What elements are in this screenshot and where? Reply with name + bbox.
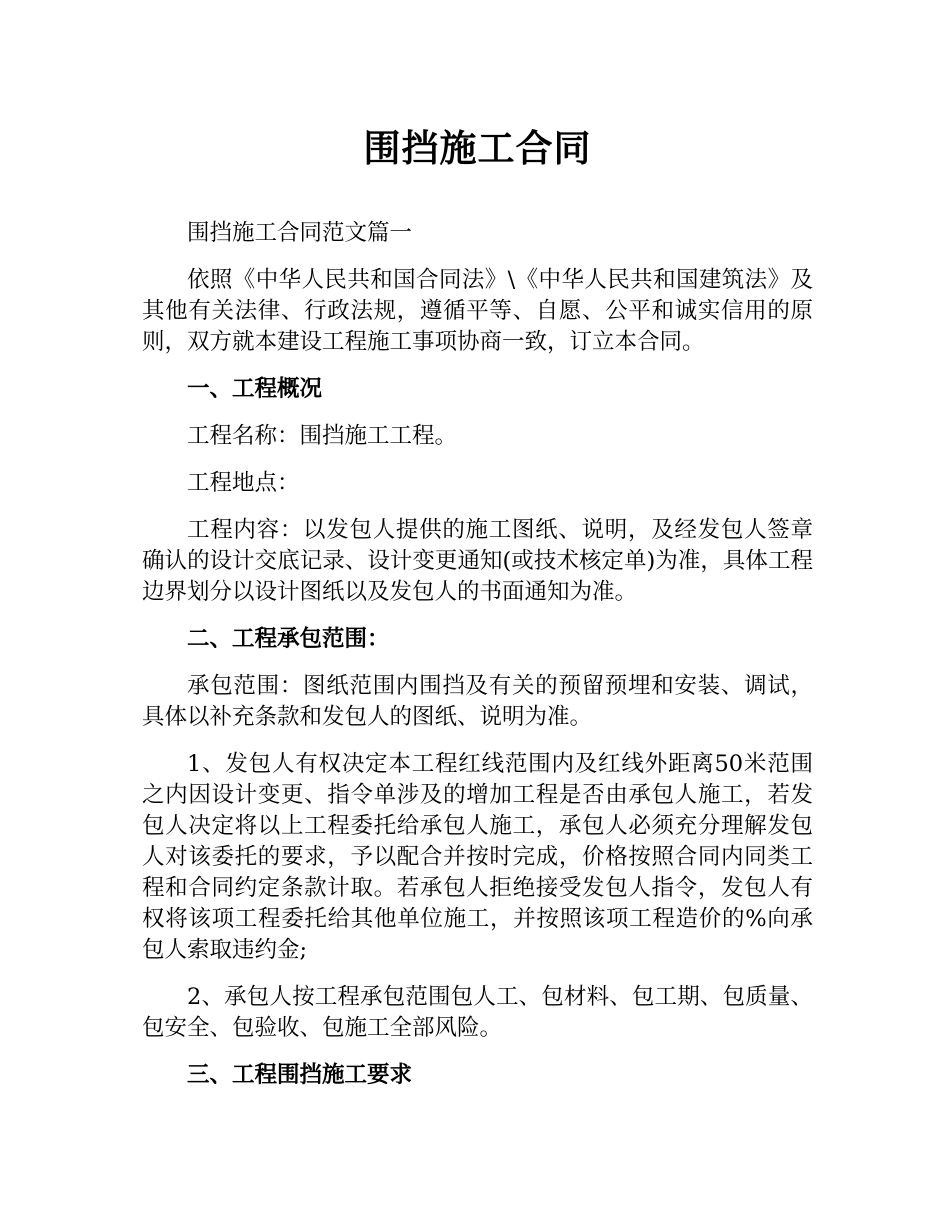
paragraph-project-location: 工程地点： bbox=[187, 470, 300, 496]
section-heading-scope: 二、工程承包范围： bbox=[187, 626, 390, 652]
paragraph-project-name: 工程名称：围挡施工工程。 bbox=[187, 423, 458, 449]
section-heading-overview: 一、工程概况 bbox=[187, 376, 323, 402]
document-title: 围挡施工合同 bbox=[363, 127, 592, 170]
section-heading-requirements: 三、工程围挡施工要求 bbox=[187, 1062, 413, 1088]
paragraph-basis: 依照《中华人民共和国合同法》\《中华人民共和国建筑法》及其他有关法律、行政法规，遵循平等、自愿、公平和诚实信用的原则，双方就本建设工程施工事项协商一致，订立本合同。 bbox=[142, 267, 813, 355]
paragraph-clause-2: 2、承包人按工程承包范围包人工、包材料、包工期、包质量、包安全、包验收、包施工全部风险。 bbox=[142, 984, 813, 1041]
paragraph-scope: 承包范围：图纸范围内围挡及有关的预留预埋和安装、调试，具体以补充条款和发包人的图纸、说明为准。 bbox=[142, 673, 813, 730]
paragraph-intro: 围挡施工合同范文篇一 bbox=[187, 220, 413, 246]
paragraph-clause-1: 1、发包人有权决定本工程红线范围内及红线外距离50米范围之内因设计变更、指令单涉及的增加工程是否由承包人施工，若发包人决定将以上工程委托给承包人施工，承包人必须充分理解发包人对该委托的要求，予以配合并按时完成，价格按照合同内同类工程和合同约定条款计取。若承包人拒绝接受发包人指令，发包人有权将该项工程委托给其他单位施工，并按照该项工程造价的%向承包人索取违约金; bbox=[142, 751, 813, 963]
paragraph-project-content: 工程内容：以发包人提供的施工图纸、说明，及经发包人签章确认的设计交底记录、设计变更通知(或技术核定单)为准，具体工程边界划分以设计图纸以及发包人的书面通知为准。 bbox=[142, 517, 813, 605]
